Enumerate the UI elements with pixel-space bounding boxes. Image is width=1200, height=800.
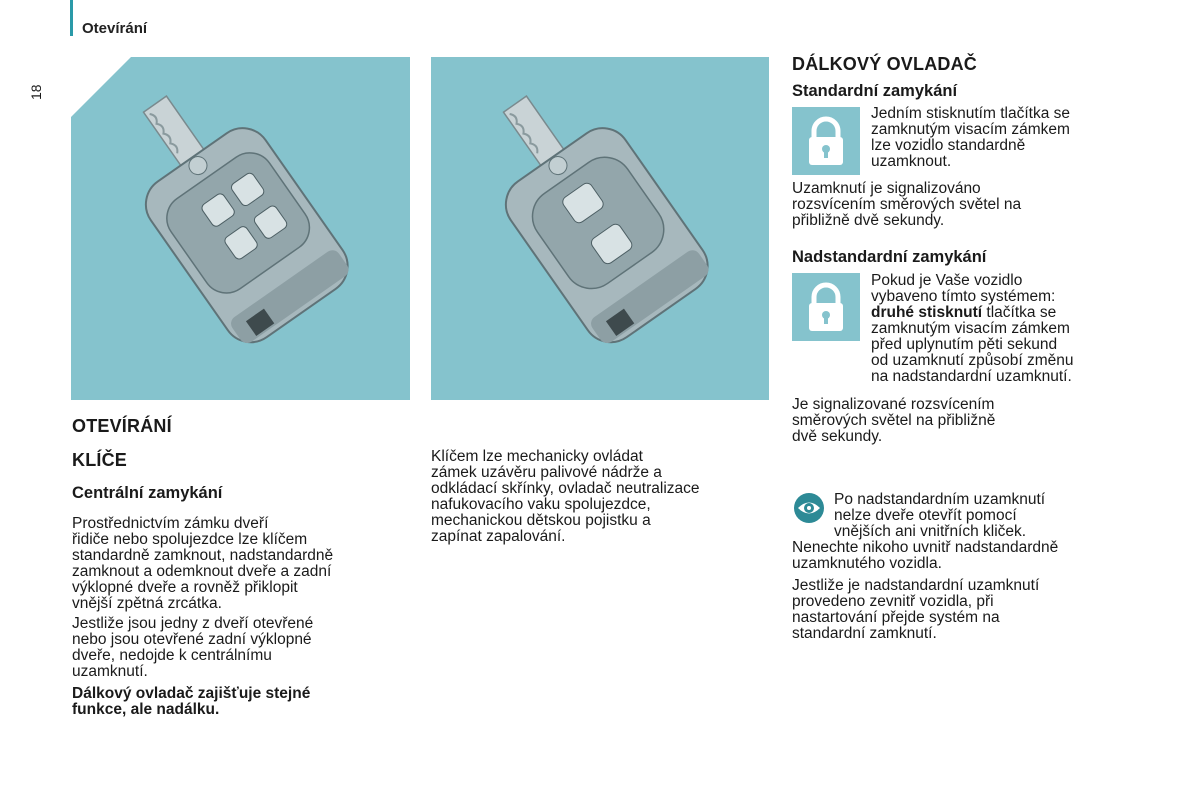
remote-same-functions: Dálkový ovladač zajišťuje stejné funkce, ale nadálku. — [72, 685, 311, 718]
super-locking-signal: Je signalizované rozsvícením směrových světel na přibližně dvě sekundy. — [792, 396, 996, 445]
eye-icon — [793, 492, 825, 524]
padlock-tile-super — [792, 273, 860, 341]
heading-central-locking: Centrální zamykání — [72, 484, 223, 502]
section-marker — [70, 0, 73, 36]
remote-key-3-button-icon — [71, 57, 410, 400]
page-number: 18 — [28, 84, 44, 100]
key-image-2-button — [431, 57, 769, 400]
padlock-icon — [792, 273, 860, 341]
central-locking-note: Jestliže jsou jedny z dveří otevřené nebo jsou otevřené zadní výklopné dveře, nedojde k centrálnímu uzamknutí. — [72, 615, 314, 680]
heading-keys: KLÍČE — [72, 450, 127, 470]
padlock-icon — [792, 107, 860, 175]
super-locking-text: Pokud je Vaše vozidlo vybaveno tímto systémem: druhé stisknutí tlačítka se zamknutým visacím zámkem před uplynutím pěti sekund od uzamknutí způsobí změnu na nadstandardní uzamknutí. — [871, 272, 1074, 385]
section-title: Otevírání — [82, 20, 148, 37]
standard-locking-signal: Uzamknutí je signalizováno rozsvícením směrových světel na přibližně dvě sekundy. — [792, 180, 1022, 229]
heading-remote-control: DÁLKOVÝ OVLADAČ — [792, 54, 978, 74]
second-press-emphasis: druhé stisknutí — [871, 304, 983, 321]
central-locking-text: Prostřednictvím zámku dveří řidiče nebo spolujezdce lze klíčem standardně zamknout, nadstandardně zamknout a odemknout dveře a zadní výklopné dveře a rovněž přiklopit vnější zpětná zrcátka. — [72, 515, 334, 612]
heading-opening: OTEVÍRÁNÍ — [72, 416, 172, 436]
remote-key-2-button-icon — [431, 57, 769, 400]
super-locking-inside-note: Jestliže je nadstandardní uzamknutí provedeno zevnitř vozidla, při nastartování přejde systém na standardní zamknutí. — [792, 577, 1040, 642]
super-locking-warning: Nenechte nikoho uvnitř nadstandardně uzamknutého vozidla. — [792, 539, 1059, 572]
standard-locking-text: Jedním stisknutím tlačítka se zamknutým visacím zámkem lze vozidlo standardně uzamknout. — [871, 105, 1070, 170]
heading-super-locking: Nadstandardní zamykání — [792, 248, 987, 266]
mechanical-key-text: Klíčem lze mechanicky ovládat zámek uzávěru palivové nádrže a odkládací skřínky, ovladač neutralizace nafukovacího vaku spolujezdce, mechanickou dětskou pojistku a zapínat zapalování. — [431, 448, 700, 545]
key-image-3-button — [71, 57, 410, 400]
padlock-tile-standard — [792, 107, 860, 175]
super-locking-warning-indent: Po nadstandardním uzamknutí nelze dveře otevřít pomocí vnějších ani vnitřních kliček. — [834, 491, 1046, 540]
heading-standard-locking: Standardní zamykání — [792, 82, 958, 100]
